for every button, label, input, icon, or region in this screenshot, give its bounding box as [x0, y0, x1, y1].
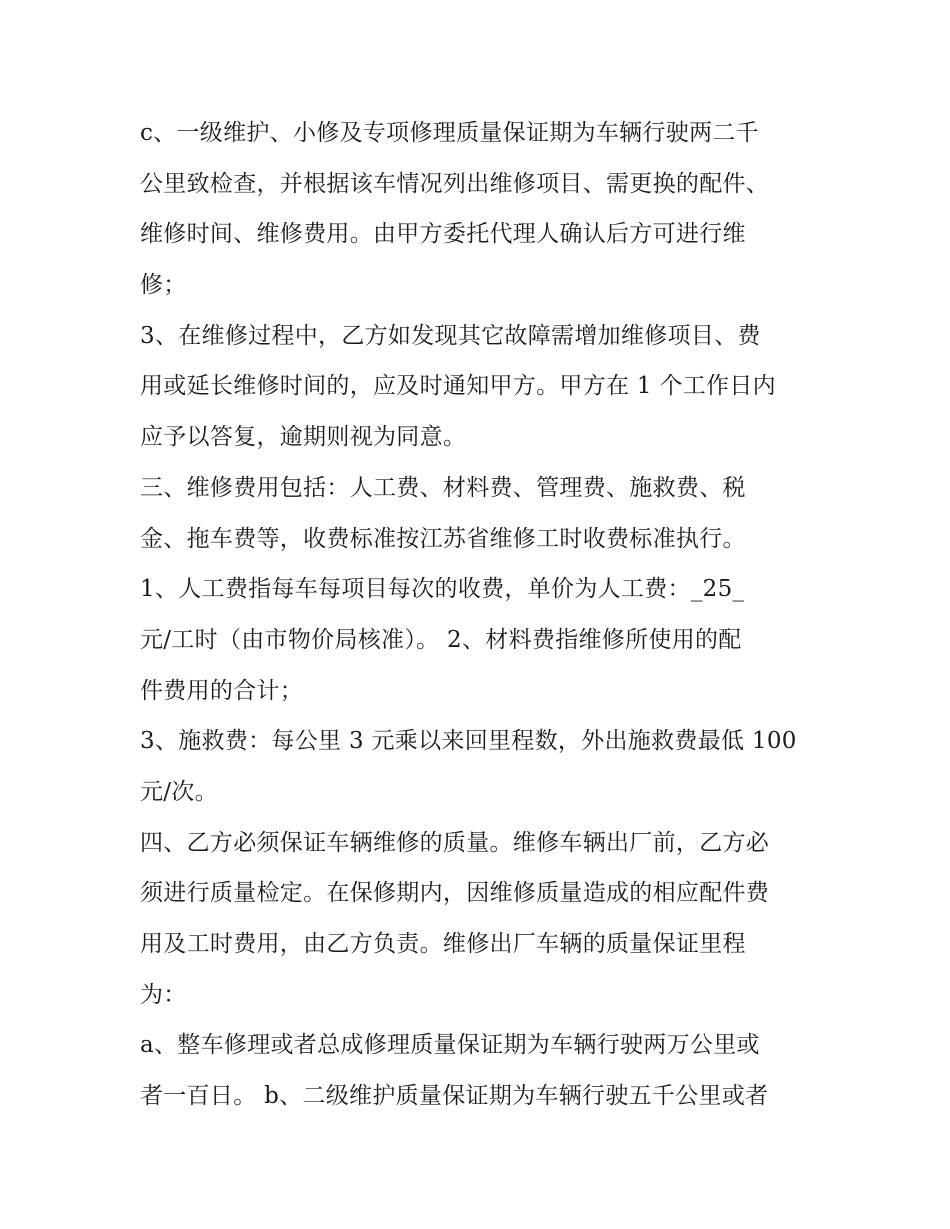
text-line: 须进行质量检定。在保修期内，因维修质量造成的相应配件费: [140, 880, 770, 907]
text-line: c、一级维护、小修及专项修理质量保证期为车辆行驶两二千: [140, 120, 759, 146]
text-line: 者一百日。 b、二级维护质量保证期为车辆行驶五千公里或者: [140, 1083, 769, 1110]
text-line: 1、人工费指每车每项目每次的收费，单价为人工费：_25_: [140, 576, 745, 603]
text-line: 3、施救费：每公里 3 元乘以来回里程数，外出施救费最低 100: [140, 728, 797, 755]
text-line: 3、在维修过程中，乙方如发现其它故障需增加维修项目、费: [140, 322, 761, 349]
text-line: 公里致检查，并根据该车情况列出维修项目、需更换的配件、: [140, 170, 770, 197]
text-line: 金、拖车费等，收费标准按江苏省维修工时收费标准执行。: [140, 525, 746, 552]
text-line: 四、乙方必须保证车辆维修的质量。维修车辆出厂前，乙方必: [140, 829, 770, 856]
document-body: [140, 108, 820, 1122]
text-line: 用或延长维修时间的，应及时通知甲方。甲方在 1 个工作日内: [140, 373, 776, 400]
text-line: 三、维修费用包括：人工费、材料费、管理费、施救费、税: [140, 474, 746, 501]
text-line: 用及工时费用，由乙方负责。维修出厂车辆的质量保证里程: [140, 931, 746, 957]
text-line: 应予以答复，逾期则视为同意。: [140, 424, 467, 451]
text-line: 元/工时（由市物价局核准）。 2、材料费指维修所使用的配: [140, 626, 742, 653]
text-line: 件费用的合计；: [140, 677, 304, 704]
text-line: 维修时间、维修费用。由甲方委托代理人确认后方可进行维: [140, 221, 746, 248]
text-line: 为：: [140, 981, 187, 1008]
text-line: a、整车修理或者总成修理质量保证期为车辆行驶两万公里或: [140, 1032, 760, 1059]
text-line: 元/次。: [140, 778, 218, 805]
text-line: 修；: [140, 272, 187, 299]
